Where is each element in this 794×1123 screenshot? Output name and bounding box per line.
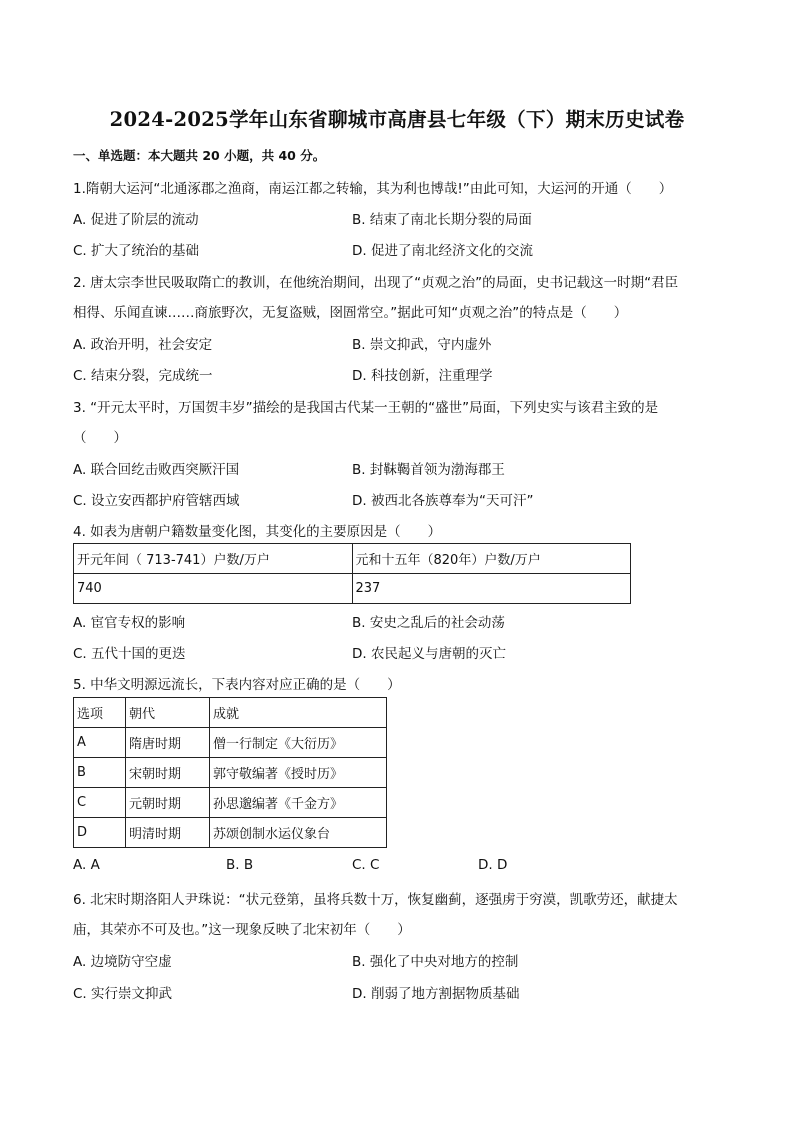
question-1-stem: 1.隋朝大运河“北通涿郡之渔商，南运江都之转输，其为利也博哉!”由此可知，大运河的开通（ ） bbox=[73, 181, 673, 197]
question-3-stem-line1: 3. “开元太平时，万国贺丰岁”描绘的是我国古代某一王朝的“盛世”局面，下列史实与该君主致的是 bbox=[73, 400, 659, 416]
table-header-cell: 朝代 bbox=[126, 698, 210, 728]
table-cell: A bbox=[74, 728, 126, 758]
table-header-cell: 成就 bbox=[210, 698, 387, 728]
question-4-option-c: C. 五代十国的更迭 bbox=[73, 646, 186, 662]
question-6-option-c: C. 实行崇文抑武 bbox=[73, 986, 173, 1002]
question-5-option-b: B. B bbox=[226, 857, 254, 873]
question-3-option-a: A. 联合回纥击败西突厥汗国 bbox=[73, 462, 240, 478]
section-heading: 一、单选题：本大题共 20 小题，共 40 分。 bbox=[73, 148, 326, 163]
question-3-stem-line2: （ ） bbox=[73, 430, 127, 446]
question-6-option-b: B. 强化了中央对地方的控制 bbox=[352, 954, 519, 970]
question-3-option-d: D. 被西北各族尊奉为“天可汗” bbox=[352, 493, 534, 509]
question-6-option-d: D. 削弱了地方割据物质基础 bbox=[352, 986, 520, 1002]
table-header-cell: 选项 bbox=[74, 698, 126, 728]
question-4-option-b: B. 安史之乱后的社会动荡 bbox=[352, 615, 505, 631]
question-3-option-b: B. 封靺鞨首领为渤海郡王 bbox=[352, 462, 505, 478]
question-2-stem-line2: 相得、乐闻直谏……商旅野次，无复盗贼，囹圄常空。”据此可知“贞观之治”的特点是（ ） bbox=[73, 305, 628, 321]
question-5-option-d: D. D bbox=[478, 857, 508, 873]
exam-title: 2024-2025学年山东省聊城市高唐县七年级（下）期末历史试卷 bbox=[109, 108, 685, 131]
table-row bbox=[74, 758, 387, 788]
question-1-option-d: D. 促进了南北经济文化的交流 bbox=[352, 243, 533, 259]
question-5-option-a: A. A bbox=[73, 857, 100, 873]
table-cell: D bbox=[74, 818, 126, 848]
table-row bbox=[74, 788, 387, 818]
question-2-option-a: A. 政治开明，社会安定 bbox=[73, 337, 213, 353]
question-6-stem-line2: 庙，其荣亦不可及也。”这一现象反映了北宋初年（ ） bbox=[73, 922, 411, 938]
question-2-option-c: C. 结束分裂，完成统一 bbox=[73, 368, 213, 384]
question-6-option-a: A. 边境防守空虚 bbox=[73, 954, 172, 970]
question-1-option-c: C. 扩大了统治的基础 bbox=[73, 243, 200, 259]
question-6-stem-line1: 6. 北宋时期洛阳人尹珠说：“状元登第，虽将兵数十万，恢复幽蓟，逐强虏于穷漠，凯歌劳还，献捷太 bbox=[73, 892, 678, 908]
table-cell: 明清时期 bbox=[126, 818, 210, 848]
table-row bbox=[74, 818, 387, 848]
table-cell: C bbox=[74, 788, 126, 818]
question-2-option-d: D. 科技创新，注重理学 bbox=[352, 368, 493, 384]
table-cell: 740 bbox=[74, 574, 353, 604]
question-1-option-b: B. 结束了南北长期分裂的局面 bbox=[352, 212, 532, 228]
table-row bbox=[74, 728, 387, 758]
table-cell: 宋朝时期 bbox=[126, 758, 210, 788]
table-cell: 僧一行制定《大衍历》 bbox=[210, 728, 387, 758]
table-cell: 孙思邈编著《千金方》 bbox=[210, 788, 387, 818]
question-5-stem: 5. 中华文明源远流长，下表内容对应正确的是（ ） bbox=[73, 677, 401, 693]
question-5-option-c: C. C bbox=[352, 857, 380, 873]
question-2-stem-line1: 2. 唐太宗李世民吸取隋亡的教训，在他统治期间，出现了“贞观之治”的局面，史书记载这一时期“君臣 bbox=[73, 275, 679, 291]
table-cell: 237 bbox=[352, 574, 631, 604]
question-4-option-a: A. 宦官专权的影响 bbox=[73, 615, 186, 631]
household-table bbox=[73, 543, 631, 604]
achievement-table bbox=[73, 697, 387, 848]
table-row bbox=[74, 698, 387, 728]
question-2-option-b: B. 崇文抑武，守内虚外 bbox=[352, 337, 492, 353]
table-cell: 隋唐时期 bbox=[126, 728, 210, 758]
table-cell: 郭守敬编著《授时历》 bbox=[210, 758, 387, 788]
table-cell: B bbox=[74, 758, 126, 788]
table-cell: 元朝时期 bbox=[126, 788, 210, 818]
table-header-cell: 元和十五年（820年）户数/万户 bbox=[352, 544, 631, 574]
table-cell: 苏颂创制水运仪象台 bbox=[210, 818, 387, 848]
table-row bbox=[74, 574, 631, 604]
question-4-stem: 4. 如表为唐朝户籍数量变化图，其变化的主要原因是（ ） bbox=[73, 524, 442, 540]
table-row bbox=[74, 544, 631, 574]
question-1-option-a: A. 促进了阶层的流动 bbox=[73, 212, 199, 228]
table-header-cell: 开元年间（ 713-741）户数/万户 bbox=[74, 544, 353, 574]
question-3-option-c: C. 设立安西都护府管辖西域 bbox=[73, 493, 240, 509]
question-4-option-d: D. 农民起义与唐朝的灭亡 bbox=[352, 646, 506, 662]
